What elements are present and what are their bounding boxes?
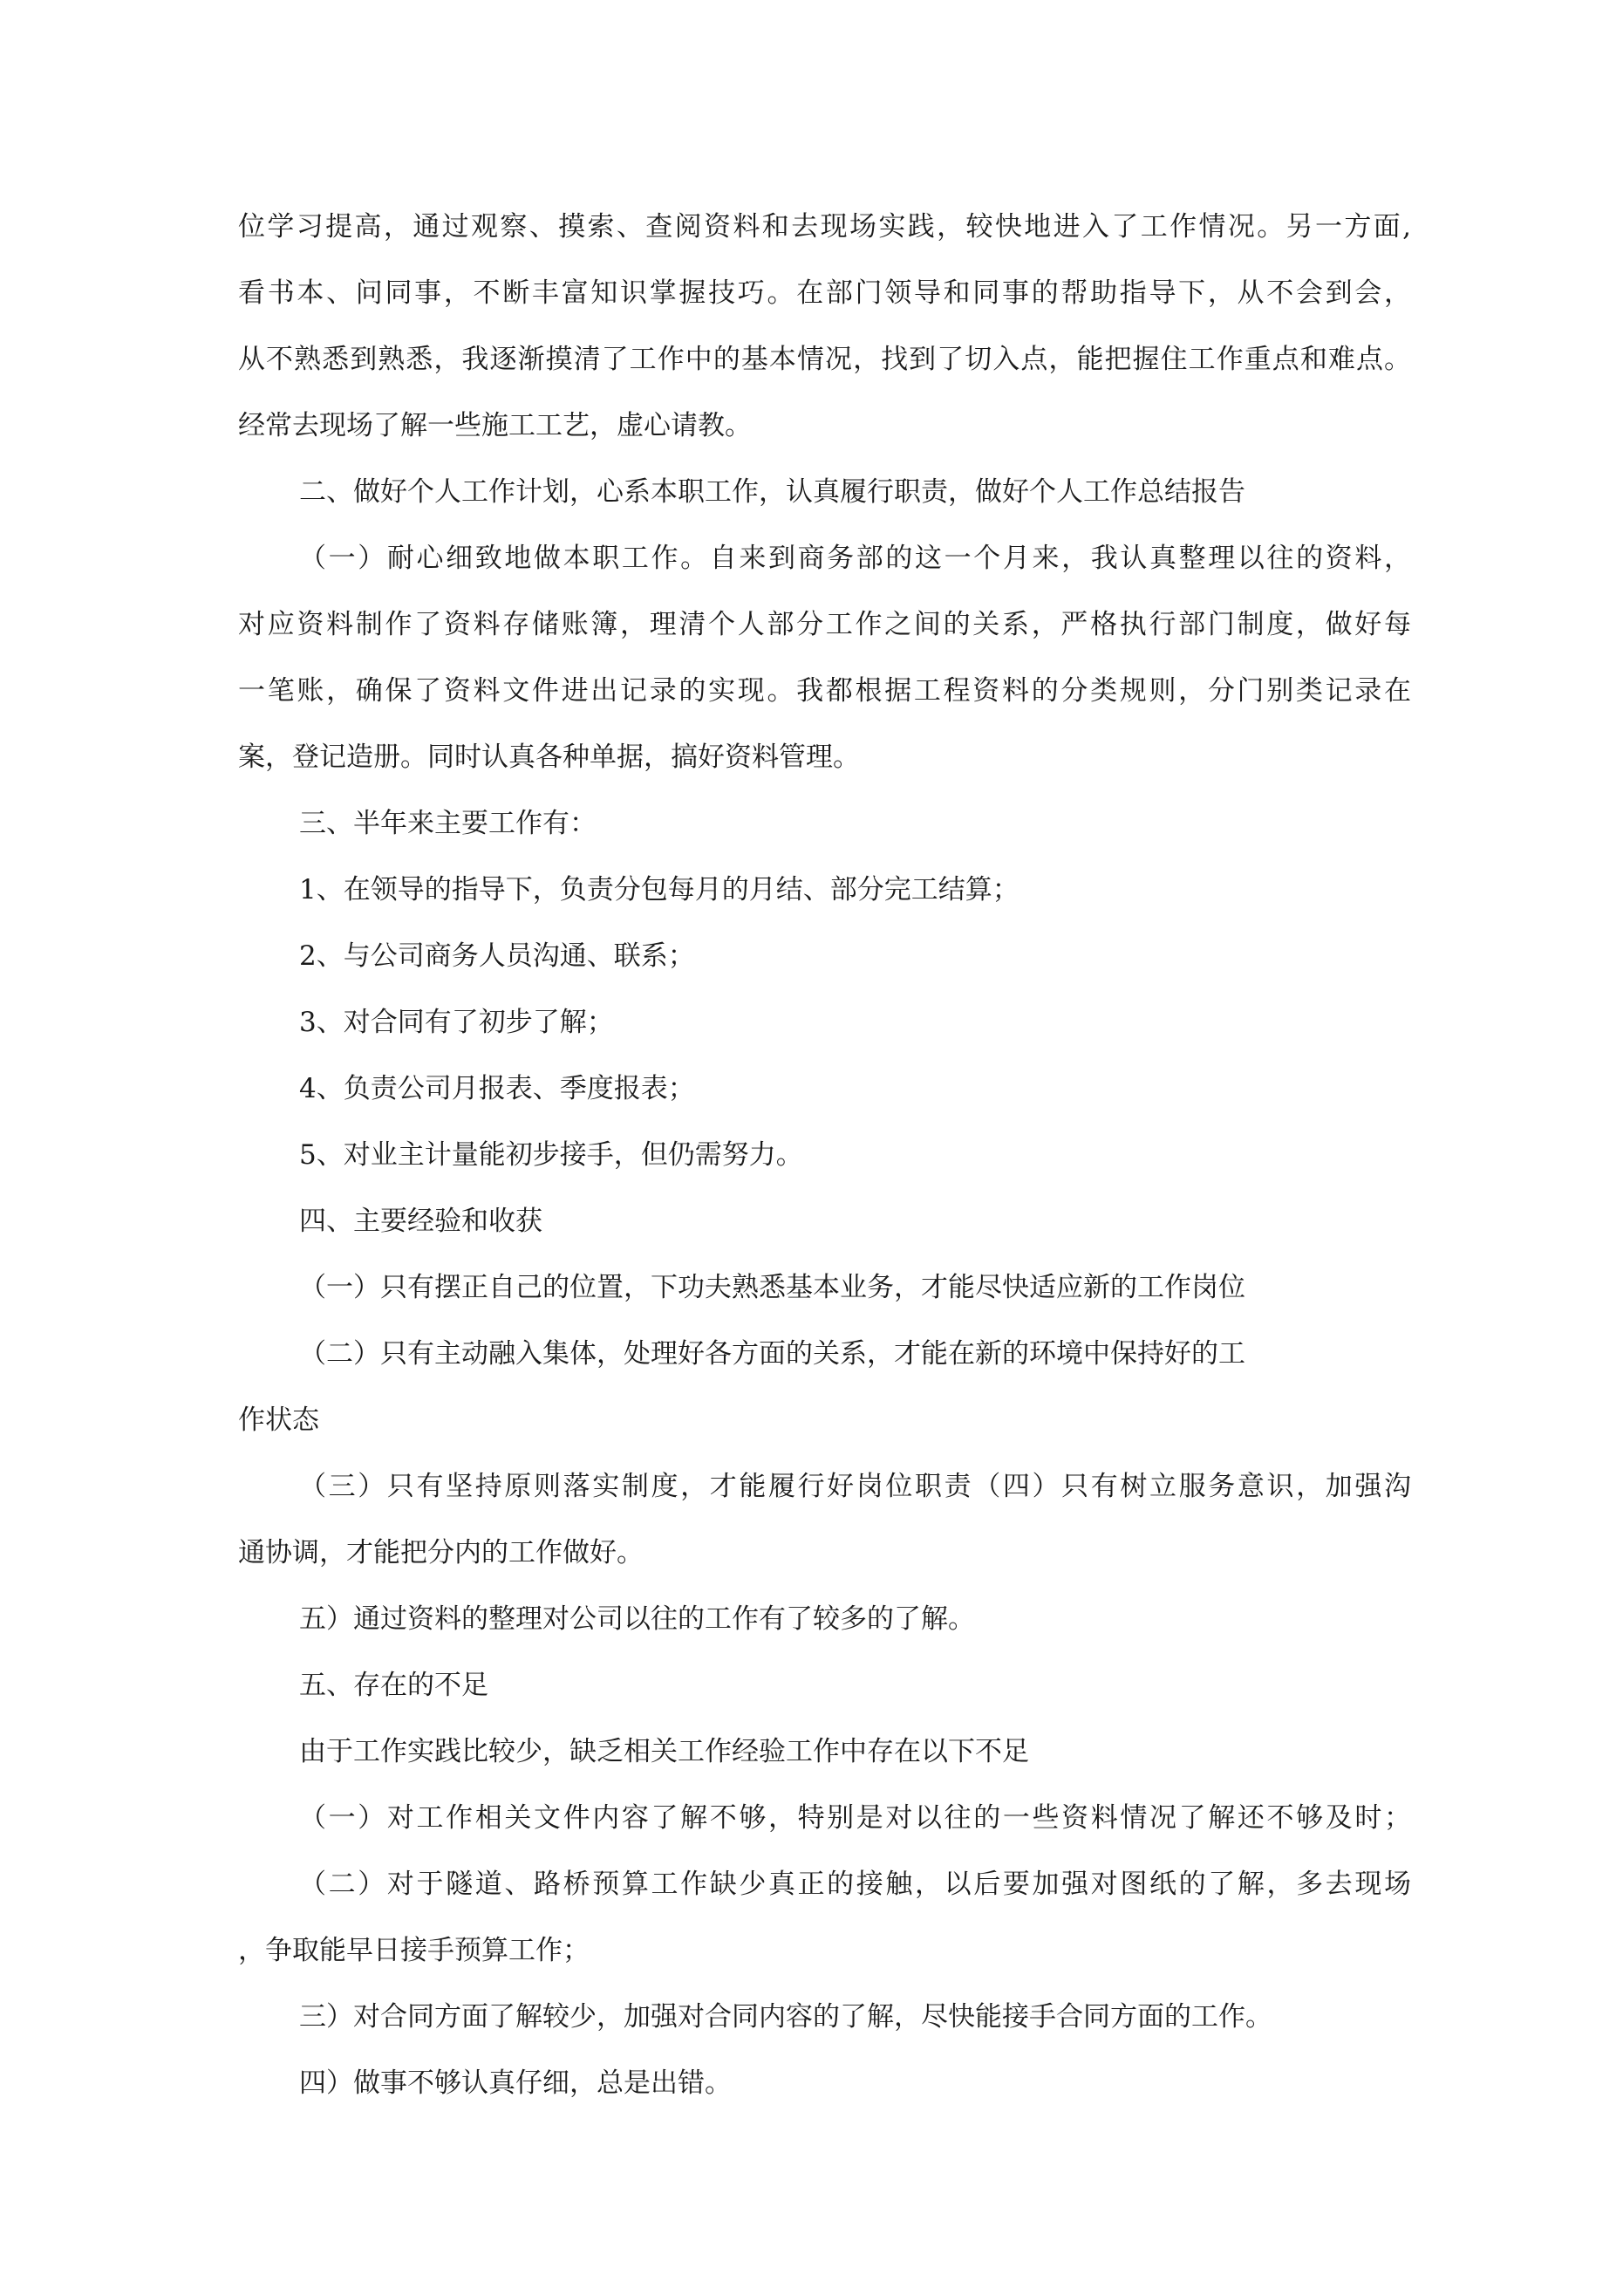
text-line: 作状态: [238, 1404, 319, 1436]
section-heading: 四、主要经验和收获: [299, 1206, 542, 1237]
list-item: 1、在领导的指导下，负责分包每月的月结、部分完工结算；: [299, 874, 1019, 905]
text-line: 对应资料制作了资料存储账簿，理清个人部分工作之间的关系，严格执行部门制度，做好每: [238, 609, 1411, 640]
text-line: 看书本、问同事，不断丰富知识掌握技巧。在部门领导和同事的帮助指导下，从不会到会，: [238, 277, 1411, 309]
list-item: 5、对业主计量能初步接手，但仍需努力。: [299, 1139, 803, 1171]
text-line: 从不熟悉到熟悉，我逐渐摸清了工作中的基本情况，找到了切入点，能把握住工作重点和难点。: [238, 344, 1411, 375]
list-item: （二）只有主动融入集体，处理好各方面的关系，才能在新的环境中保持好的工: [299, 1338, 1245, 1370]
list-item: （二）对于隧道、路桥预算工作缺少真正的接触，以后要加强对图纸的了解，多去现场: [299, 1869, 1411, 1900]
section-heading: 五、存在的不足: [299, 1670, 488, 1701]
text-line: ，争取能早日接手预算工作；: [238, 1935, 590, 1966]
text-line: 由于工作实践比较少，缺乏相关工作经验工作中存在以下不足: [299, 1736, 1029, 1767]
text-line: 案，登记造册。同时认真各种单据，搞好资料管理。: [238, 741, 860, 773]
section-heading: 三、半年来主要工作有：: [299, 808, 597, 839]
text-line: 经常去现场了解一些施工工艺，虚心请教。: [238, 410, 752, 441]
list-item: 3、对合同有了初步了解；: [299, 1007, 614, 1038]
text-line: （一）耐心细致地做本职工作。自来到商务部的这一个月来，我认真整理以往的资料，: [299, 543, 1411, 574]
list-item: （一）只有摆正自己的位置，下功夫熟悉基本业务，才能尽快适应新的工作岗位: [299, 1272, 1245, 1303]
list-item: 五）通过资料的整理对公司以往的工作有了较多的了解。: [299, 1603, 975, 1635]
text-line: 通协调，才能把分内的工作做好。: [238, 1537, 644, 1568]
text-line: 一笔账，确保了资料文件进出记录的实现。我都根据工程资料的分类规则，分门别类记录在: [238, 675, 1411, 707]
list-item: 2、与公司商务人员沟通、联系；: [299, 940, 695, 972]
section-heading: 二、做好个人工作计划，心系本职工作，认真履行职责，做好个人工作总结报告: [299, 476, 1245, 508]
list-item: 三）对合同方面了解较少，加强对合同内容的了解，尽快能接手合同方面的工作。: [299, 2001, 1272, 2033]
list-item: 4、负责公司月报表、季度报表；: [299, 1073, 695, 1104]
list-item: （三）只有坚持原则落实制度，才能履行好岗位职责（四）只有树立服务意识，加强沟: [299, 1471, 1411, 1502]
list-item: （一）对工作相关文件内容了解不够，特别是对以往的一些资料情况了解还不够及时；: [299, 1802, 1411, 1834]
document-body: [238, 194, 1411, 2116]
text-line: 位学习提高，通过观察、摸索、查阅资料和去现场实践，较快地进入了工作情况。另一方面,: [238, 211, 1411, 243]
list-item: 四）做事不够认真仔细，总是出错。: [299, 2067, 732, 2099]
